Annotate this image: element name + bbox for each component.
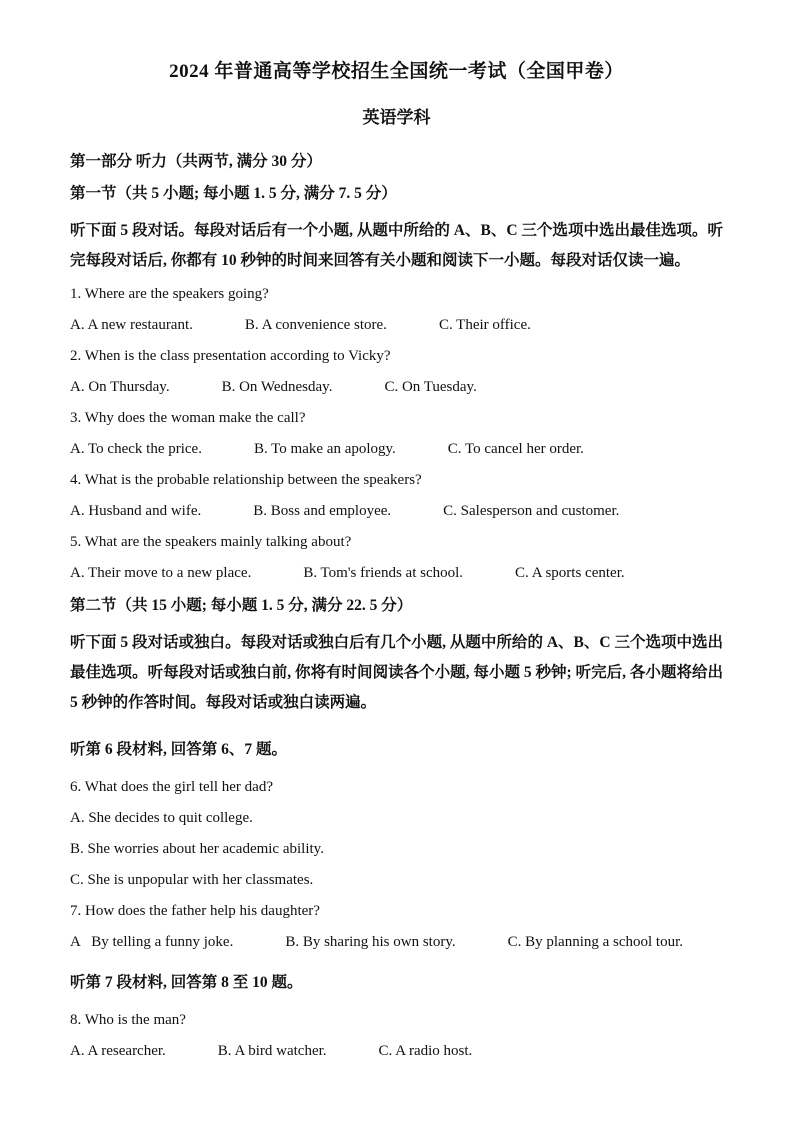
question-3-option-b: B. To make an apology. — [253, 441, 396, 457]
question-4-option-a: A. Husband and wife. — [70, 503, 202, 519]
question-3-option-a: A. To check the price. — [70, 441, 202, 457]
question-3-stem: 3. Why does the woman make the call? — [70, 410, 306, 426]
question-5-option-b: B. Tom's friends at school. — [303, 565, 464, 581]
question-4-stem: 4. What is the probable relationship between the speakers? — [70, 472, 422, 488]
question-5-option-a: A. Their move to a new place. — [70, 565, 252, 581]
question-2-options — [70, 379, 723, 396]
question-3-options — [70, 441, 723, 458]
question-3-option-c: C. To cancel her order. — [447, 441, 584, 457]
question-2-option-a: A. On Thursday. — [70, 379, 170, 395]
exam-subject: 英语学科 — [362, 108, 431, 127]
question-8-option-b: B. A bird watcher. — [217, 1043, 327, 1059]
question-5-option-c: C. A sports center. — [515, 565, 625, 581]
question-8-stem: 8. Who is the man? — [70, 1012, 186, 1028]
question-4-option-b: B. Boss and employee. — [253, 503, 392, 519]
question-1-option-b: B. A convenience store. — [244, 317, 387, 333]
passage-7-heading: 听第 7 段材料, 回答第 8 至 10 题。 — [70, 974, 303, 991]
question-7-option-a: A By telling a funny joke. — [70, 934, 234, 950]
question-2-option-b: B. On Wednesday. — [221, 379, 333, 395]
question-4-options — [70, 503, 723, 520]
question-7-stem: 7. How does the father help his daughter? — [70, 903, 320, 919]
question-8-option-c: C. A radio host. — [378, 1043, 473, 1059]
part1-heading: 第一部分 听力（共两节, 满分 30 分） — [70, 153, 322, 170]
passage-6-heading: 听第 6 段材料, 回答第 6、7 题。 — [70, 741, 288, 758]
question-6-stem: 6. What does the girl tell her dad? — [70, 779, 273, 795]
question-1-options — [70, 317, 723, 334]
question-7-option-b: B. By sharing his own story. — [285, 934, 456, 950]
question-2-option-c: C. On Tuesday. — [384, 379, 477, 395]
section1-instructions: 听下面 5 段对话。每段对话后有一个小题, 从题中所给的 A、B、C 三个选项中选出最佳选项。听完每段对话后, 你都有 10 秒钟的时间来回答有关小题和阅读下一小题。每段对话仅读一遍。 — [70, 222, 723, 269]
question-7-option-c: C. By planning a school tour. — [507, 934, 684, 950]
question-1-option-a: A. A new restaurant. — [70, 317, 193, 333]
section2-instructions: 听下面 5 段对话或独白。每段对话或独白后有几个小题, 从题中所给的 A、B、C 三个选项中选出最佳选项。听每段对话或独白前, 你将有时间阅读各个小题, 每小题 5 秒钟; 听完后, 各小题将给出 5 秒钟的作答时间。每段对话或独白读两遍。 — [70, 634, 723, 711]
question-1-option-c: C. Their office. — [438, 317, 531, 333]
question-7-options — [70, 934, 723, 951]
section1-heading: 第一节（共 5 小题; 每小题 1. 5 分, 满分 7. 5 分） — [70, 185, 397, 202]
question-4-option-c: C. Salesperson and customer. — [443, 503, 620, 519]
question-6-option-a: A. She decides to quit college. — [70, 810, 253, 826]
question-8-option-a: A. A researcher. — [70, 1043, 166, 1059]
exam-title: 2024 年普通高等学校招生全国统一考试（全国甲卷） — [169, 61, 624, 82]
question-6-option-b: B. She worries about her academic ability. — [70, 841, 324, 857]
question-6-option-c: C. She is unpopular with her classmates. — [70, 872, 314, 888]
question-5-options — [70, 565, 723, 582]
section2-heading: 第二节（共 15 小题; 每小题 1. 5 分, 满分 22. 5 分） — [70, 597, 413, 614]
question-1-stem: 1. Where are the speakers going? — [70, 286, 269, 302]
question-8-options — [70, 1043, 723, 1060]
question-5-stem: 5. What are the speakers mainly talking about? — [70, 534, 352, 550]
question-2-stem: 2. When is the class presentation according to Vicky? — [70, 348, 391, 364]
